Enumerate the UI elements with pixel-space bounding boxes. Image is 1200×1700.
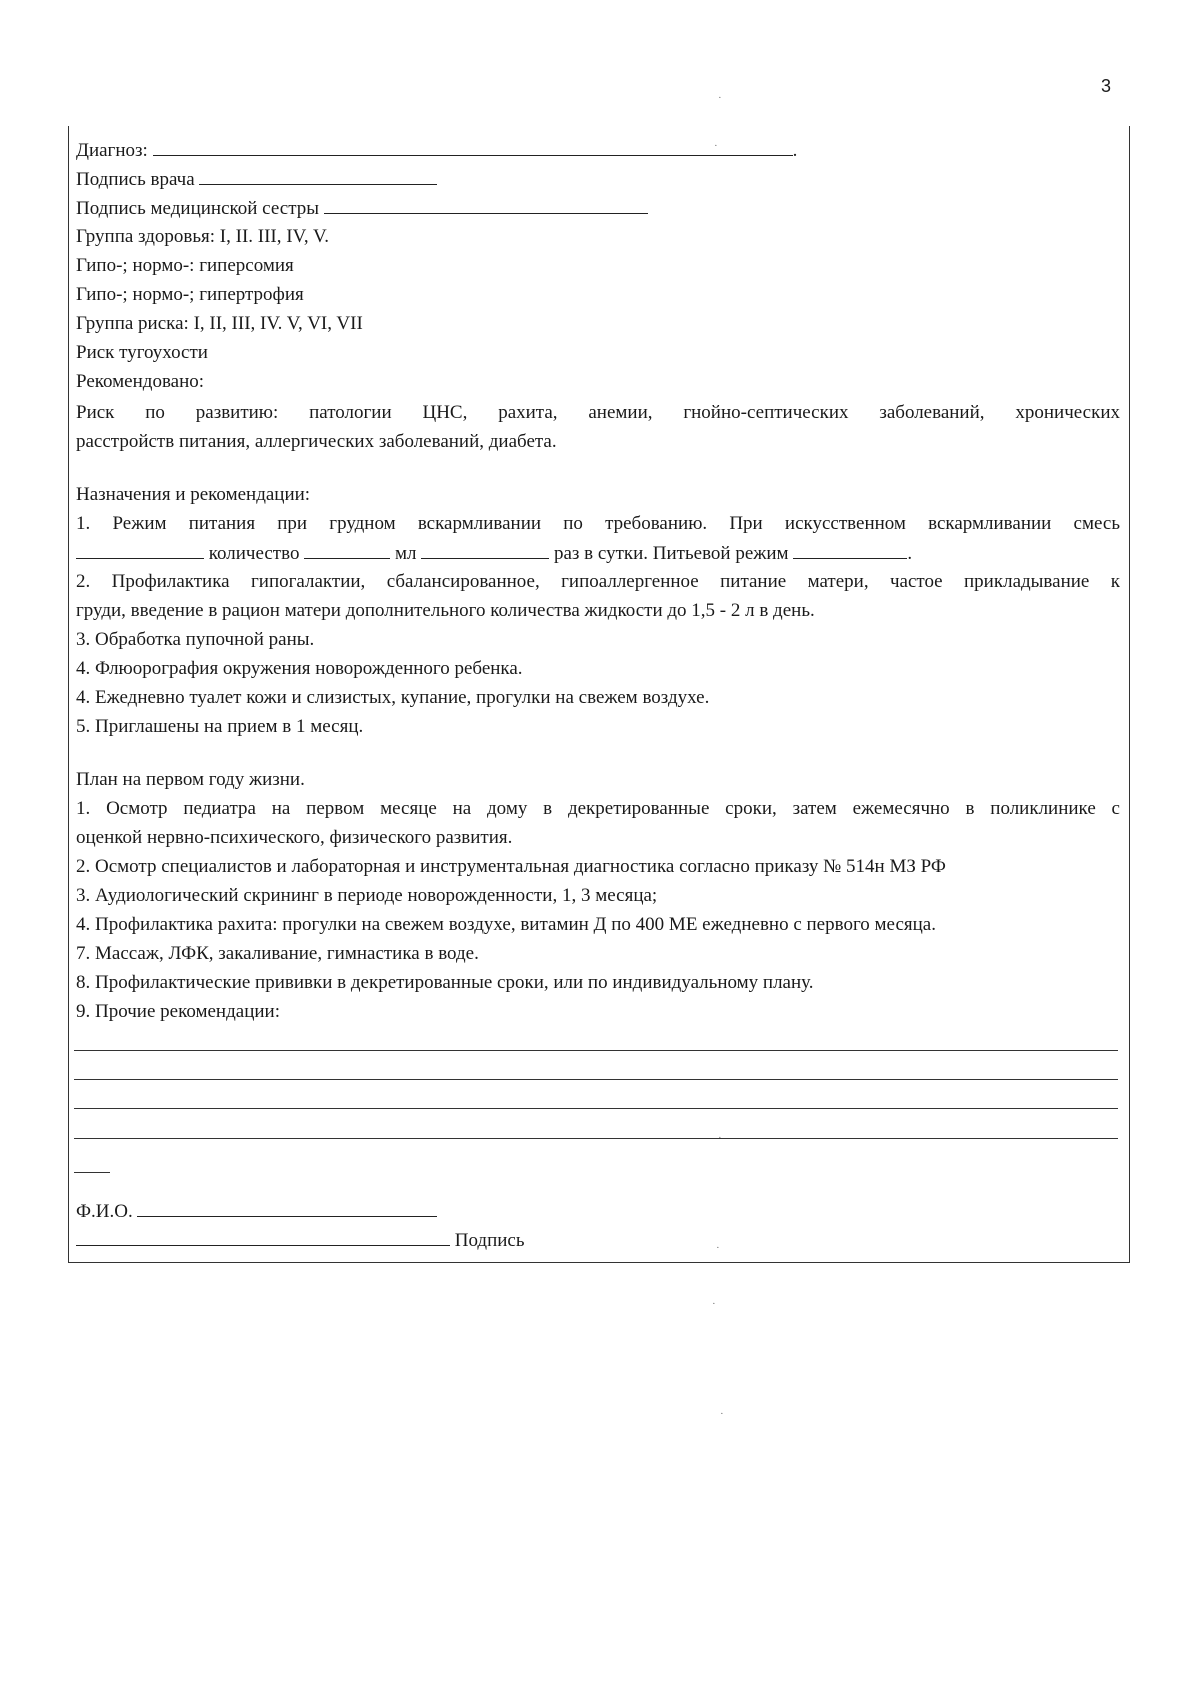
prescription-4a: 4. Флюорография окружения новорожденного ребенка. xyxy=(76,658,523,679)
nurse-signature-field[interactable] xyxy=(324,197,648,214)
fio-row xyxy=(76,1200,437,1223)
prescriptions-heading: Назначения и рекомендации: xyxy=(76,484,311,505)
signature-row xyxy=(76,1229,525,1252)
prescription-2-line-2: груди, введение в рацион матери дополнительного количества жидкости до 1,5 - 2 л в день. xyxy=(76,600,815,621)
plan-1-line-1: 1. Осмотр педиатра на первом месяце на дому в декретированные сроки, затем ежемесячно в поликлинике с xyxy=(76,798,1120,819)
scan-speck: · xyxy=(716,1242,720,1254)
ml-label: мл xyxy=(394,543,417,564)
signature-field[interactable] xyxy=(76,1229,450,1246)
quantity-field[interactable] xyxy=(304,542,390,559)
page-number: 3 xyxy=(1101,76,1112,96)
scan-speck: · xyxy=(714,140,718,152)
times-field[interactable] xyxy=(421,542,549,559)
prescription-4b: 4. Ежедневно туалет кожи и слизистых, купание, прогулки на свежем воздухе. xyxy=(76,687,710,708)
health-group: Группа здоровья: I, II. III, IV, V. xyxy=(76,226,330,247)
nurse-signature-label: Подпись медицинской сестры xyxy=(76,198,319,219)
times-label: раз в сутки. Питьевой режим xyxy=(553,543,789,564)
diagnosis-row: Диагноз: . xyxy=(76,140,798,161)
diagnosis-label: Диагноз: xyxy=(76,140,148,161)
dev-risk-line-1: Риск по развитию: патологии ЦНС, рахита, анемии, гнойно-септических заболеваний, хронических xyxy=(76,402,1120,423)
drinking-regime-field[interactable] xyxy=(793,542,907,559)
formula-field[interactable] xyxy=(76,542,204,559)
plan-7: 7. Массаж, ЛФК, закаливание, гимнастика в воде. xyxy=(76,943,479,964)
doctor-signature-row xyxy=(76,168,437,191)
somia-options: Гипо-; нормо-: гиперсомия xyxy=(76,255,294,276)
prescription-3: 3. Обработка пупочной раны. xyxy=(76,629,315,650)
plan-2: 2. Осмотр специалистов и лабораторная и инструментальная диагностика согласно приказу № 514н МЗ РФ xyxy=(76,856,946,877)
nurse-signature-row xyxy=(76,197,648,220)
recommendation-line-end[interactable] xyxy=(74,1172,110,1173)
recommendation-line[interactable] xyxy=(74,1138,1118,1139)
scan-speck: · xyxy=(720,1408,724,1420)
fio-label: Ф.И.О. xyxy=(76,1201,133,1222)
plan-1-line-2: оценкой нервно-психического, физического развития. xyxy=(76,827,513,848)
scan-speck: · xyxy=(712,1298,716,1310)
hearing-risk: Риск тугоухости xyxy=(76,342,208,363)
doctor-signature-field[interactable] xyxy=(199,168,437,185)
prescription-1-line-1: 1. Режим питания при грудном вскармливании по требованию. При искусственном вскармливании смесь xyxy=(76,513,1120,534)
fio-field[interactable] xyxy=(137,1200,437,1217)
plan-9: 9. Прочие рекомендации: xyxy=(76,1001,280,1022)
recommendation-line[interactable] xyxy=(74,1108,1118,1109)
scan-speck: · xyxy=(718,92,722,104)
plan-3: 3. Аудиологический скрининг в периоде новорожденности, 1, 3 месяца; xyxy=(76,885,658,906)
diagnosis-field[interactable] xyxy=(153,139,793,156)
recommended-label: Рекомендовано: xyxy=(76,371,205,392)
plan-4: 4. Профилактика рахита: прогулки на свежем воздухе, витамин Д по 400 МЕ ежедневно с первого месяца. xyxy=(76,914,936,935)
quantity-label: количество xyxy=(208,543,300,564)
recommendation-line[interactable] xyxy=(74,1050,1118,1051)
prescription-1-line-2: количество мл раз в сутки. Питьевой режим . xyxy=(76,542,912,565)
prescription-5: 5. Приглашены на прием в 1 месяц. xyxy=(76,716,364,737)
plan-heading: План на первом году жизни. xyxy=(76,769,305,790)
plan-8: 8. Профилактические прививки в декретированные сроки, или по индивидуальному плану. xyxy=(76,972,814,993)
trophy-options: Гипо-; нормо-; гипертрофия xyxy=(76,284,304,305)
scan-speck: · xyxy=(718,1132,722,1144)
doctor-signature-label: Подпись врача xyxy=(76,169,195,190)
signature-label: Подпись xyxy=(454,1230,525,1251)
prescription-2-line-1: 2. Профилактика гипогалактии, сбалансированное, гипоаллергенное питание матери, частое прикладывание к xyxy=(76,571,1120,592)
recommendation-line[interactable] xyxy=(74,1079,1118,1080)
dev-risk-line-2: расстройств питания, аллергических заболеваний, диабета. xyxy=(76,431,557,452)
risk-group: Группа риска: I, II, III, IV. V, VI, VII xyxy=(76,313,363,334)
